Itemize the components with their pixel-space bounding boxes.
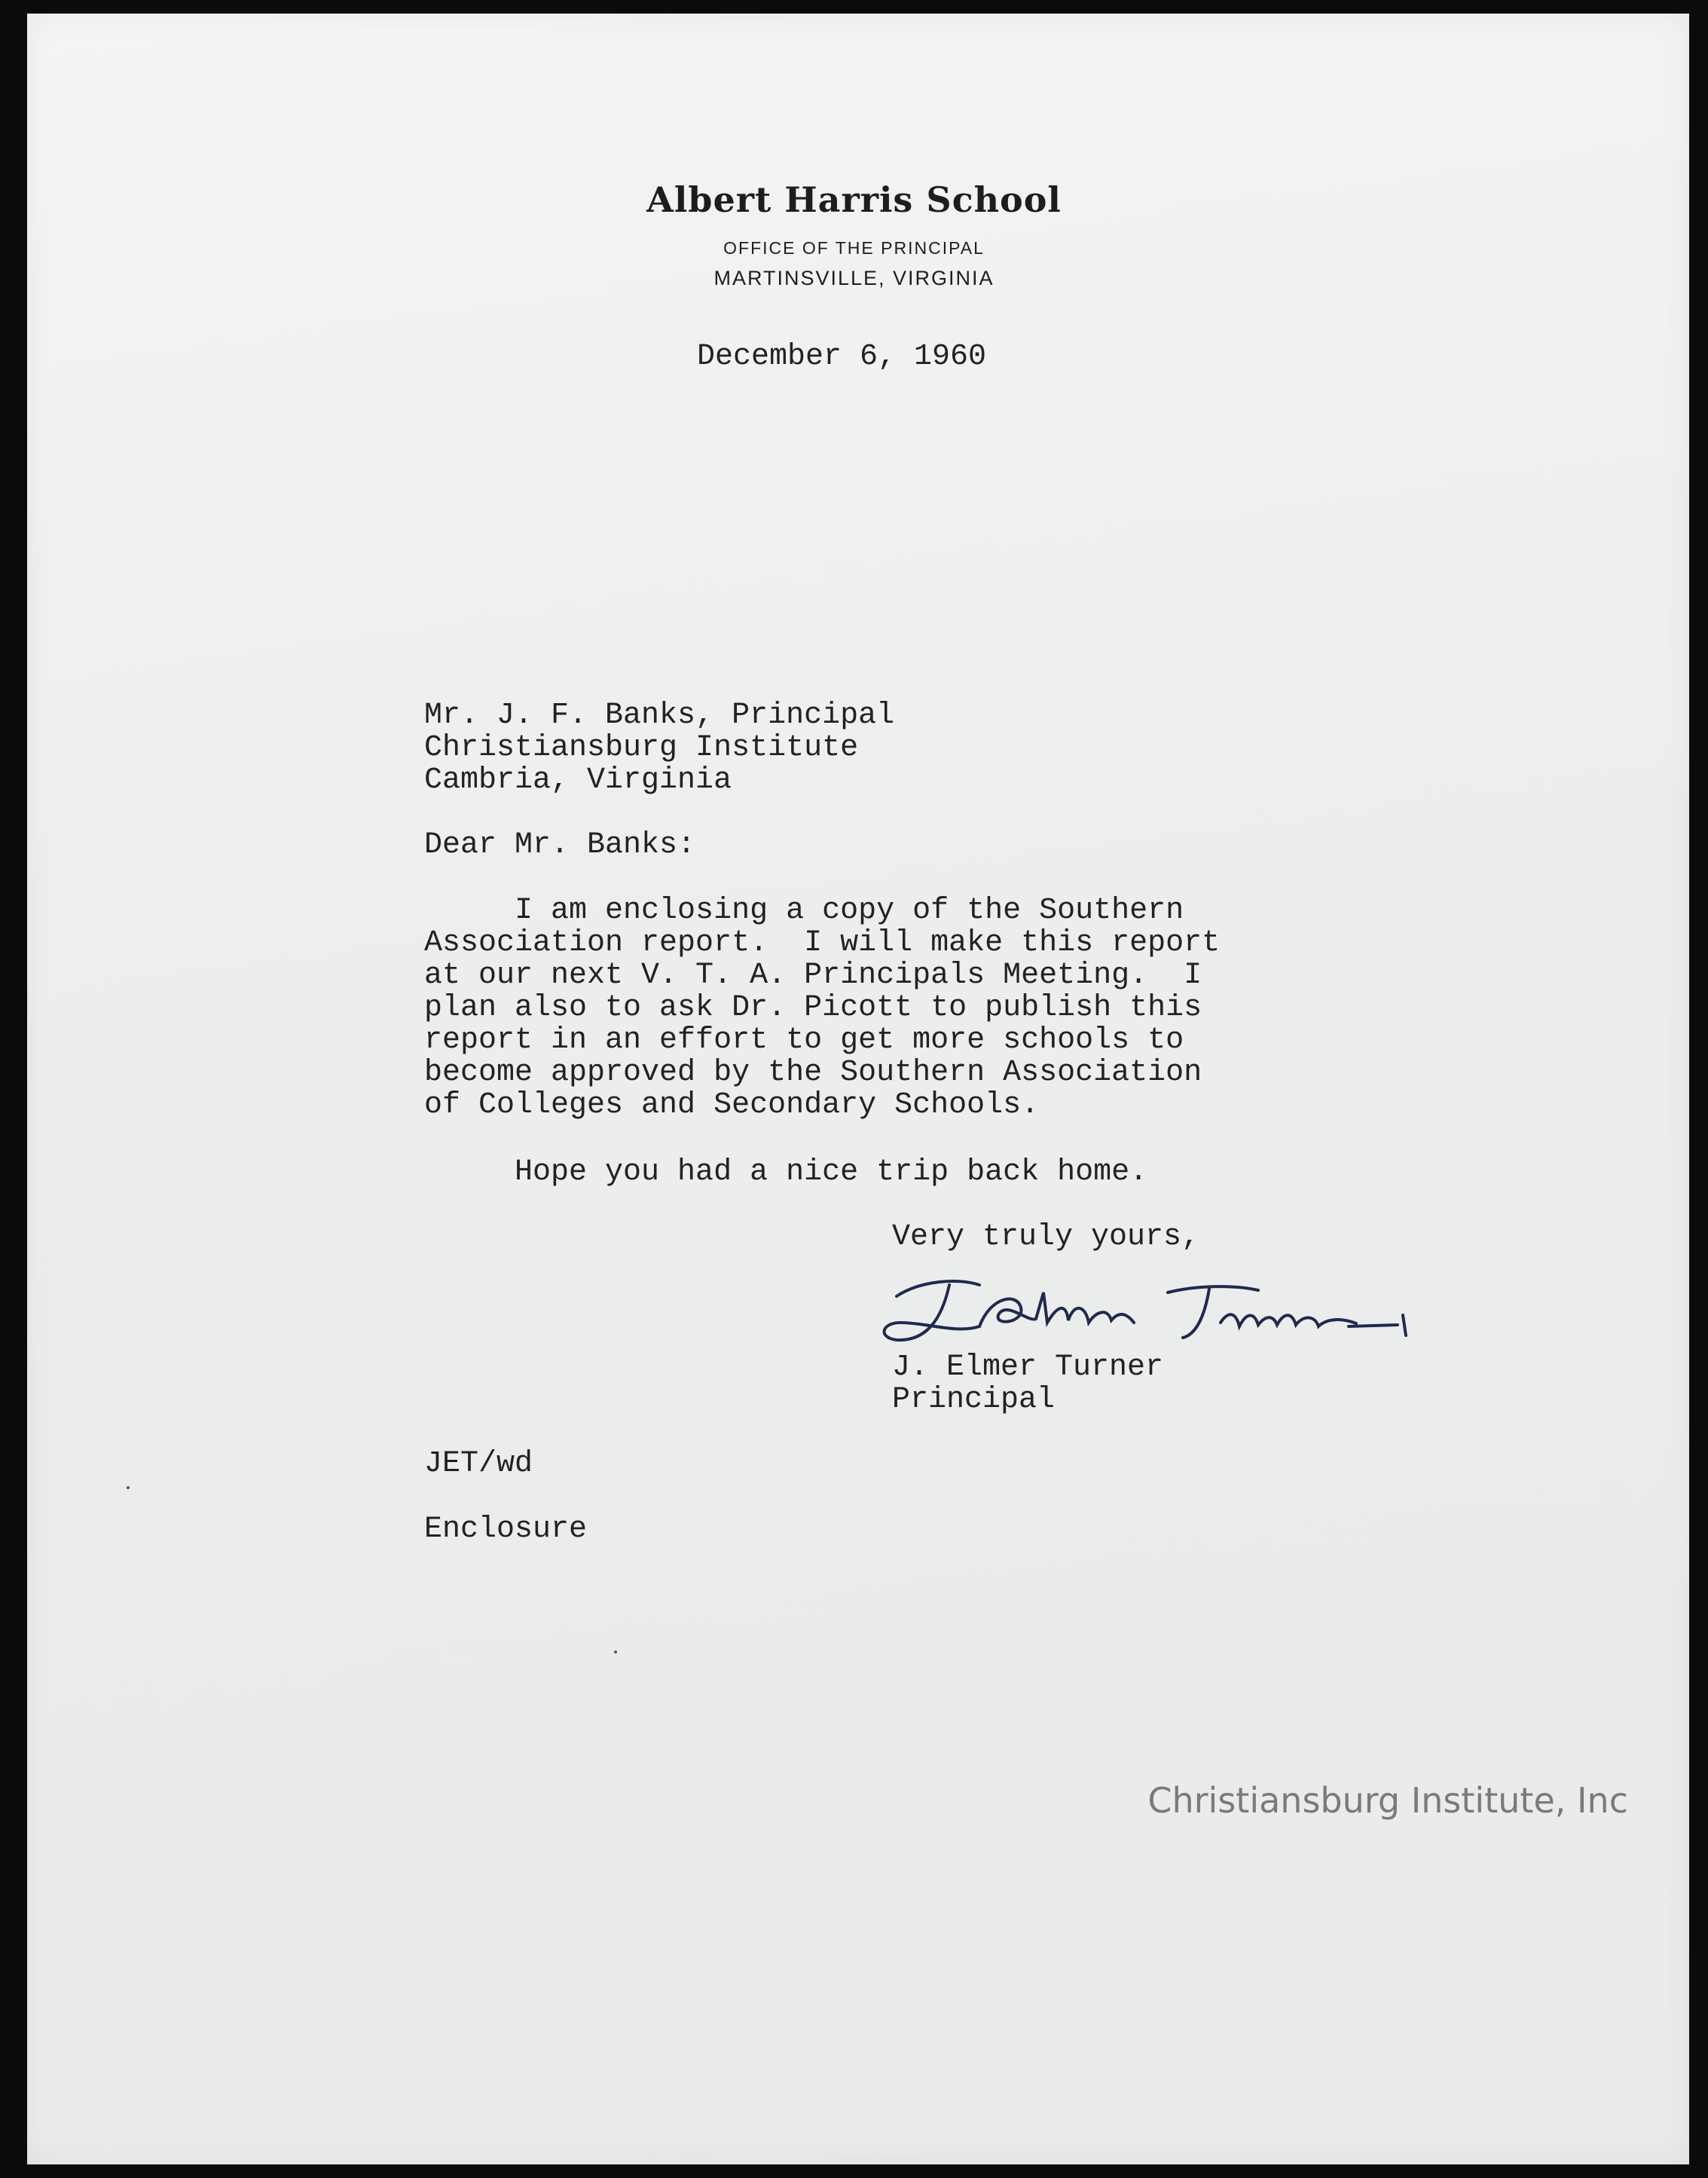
recipient-line: Christiansburg Institute — [424, 731, 859, 765]
body-line: plan also to ask Dr. Picott to publish this — [424, 991, 1202, 1025]
paper-speck — [614, 1650, 617, 1653]
signer-name: J. Elmer Turner — [892, 1351, 1164, 1384]
body-line: report in an effort to get more schools to — [424, 1023, 1184, 1057]
body-line: at our next V. T. A. Principals Meeting. I — [424, 959, 1202, 993]
letterhead-city: MARTINSVILLE, VIRGINIA — [713, 267, 995, 289]
salutation: Dear Mr. Banks: — [424, 828, 696, 862]
watermark: Christiansburg Institute, Inc — [1147, 1780, 1628, 1821]
handwritten-signature — [866, 1251, 1424, 1357]
body-line: become approved by the Southern Association — [424, 1056, 1202, 1090]
paper-speck — [127, 1486, 130, 1489]
recipient-line: Cambria, Virginia — [424, 763, 732, 797]
recipient-address — [424, 699, 894, 797]
recipient-line: Mr. J. F. Banks, Principal — [424, 699, 895, 733]
letterhead-school-name: Albert Harris School — [646, 179, 1062, 220]
letter-date: December 6, 1960 — [697, 340, 987, 374]
body-line: of Colleges and Secondary Schools. — [424, 1088, 1040, 1122]
body-paragraph-1 — [424, 895, 1220, 1121]
enclosure-note: Enclosure — [424, 1513, 588, 1546]
body-line: I am enclosing a copy of the Southern — [424, 894, 1184, 928]
typist-initials: JET/wd — [424, 1447, 533, 1481]
body-line: Association report. I will make this report — [424, 926, 1221, 960]
signer-block — [892, 1351, 1163, 1416]
letterhead-office: OFFICE OF THE PRINCIPAL — [723, 238, 985, 258]
closing: Very truly yours, — [892, 1220, 1200, 1254]
body-paragraph-2: Hope you had a nice trip back home. — [424, 1155, 1148, 1189]
signer-title: Principal — [892, 1383, 1056, 1417]
